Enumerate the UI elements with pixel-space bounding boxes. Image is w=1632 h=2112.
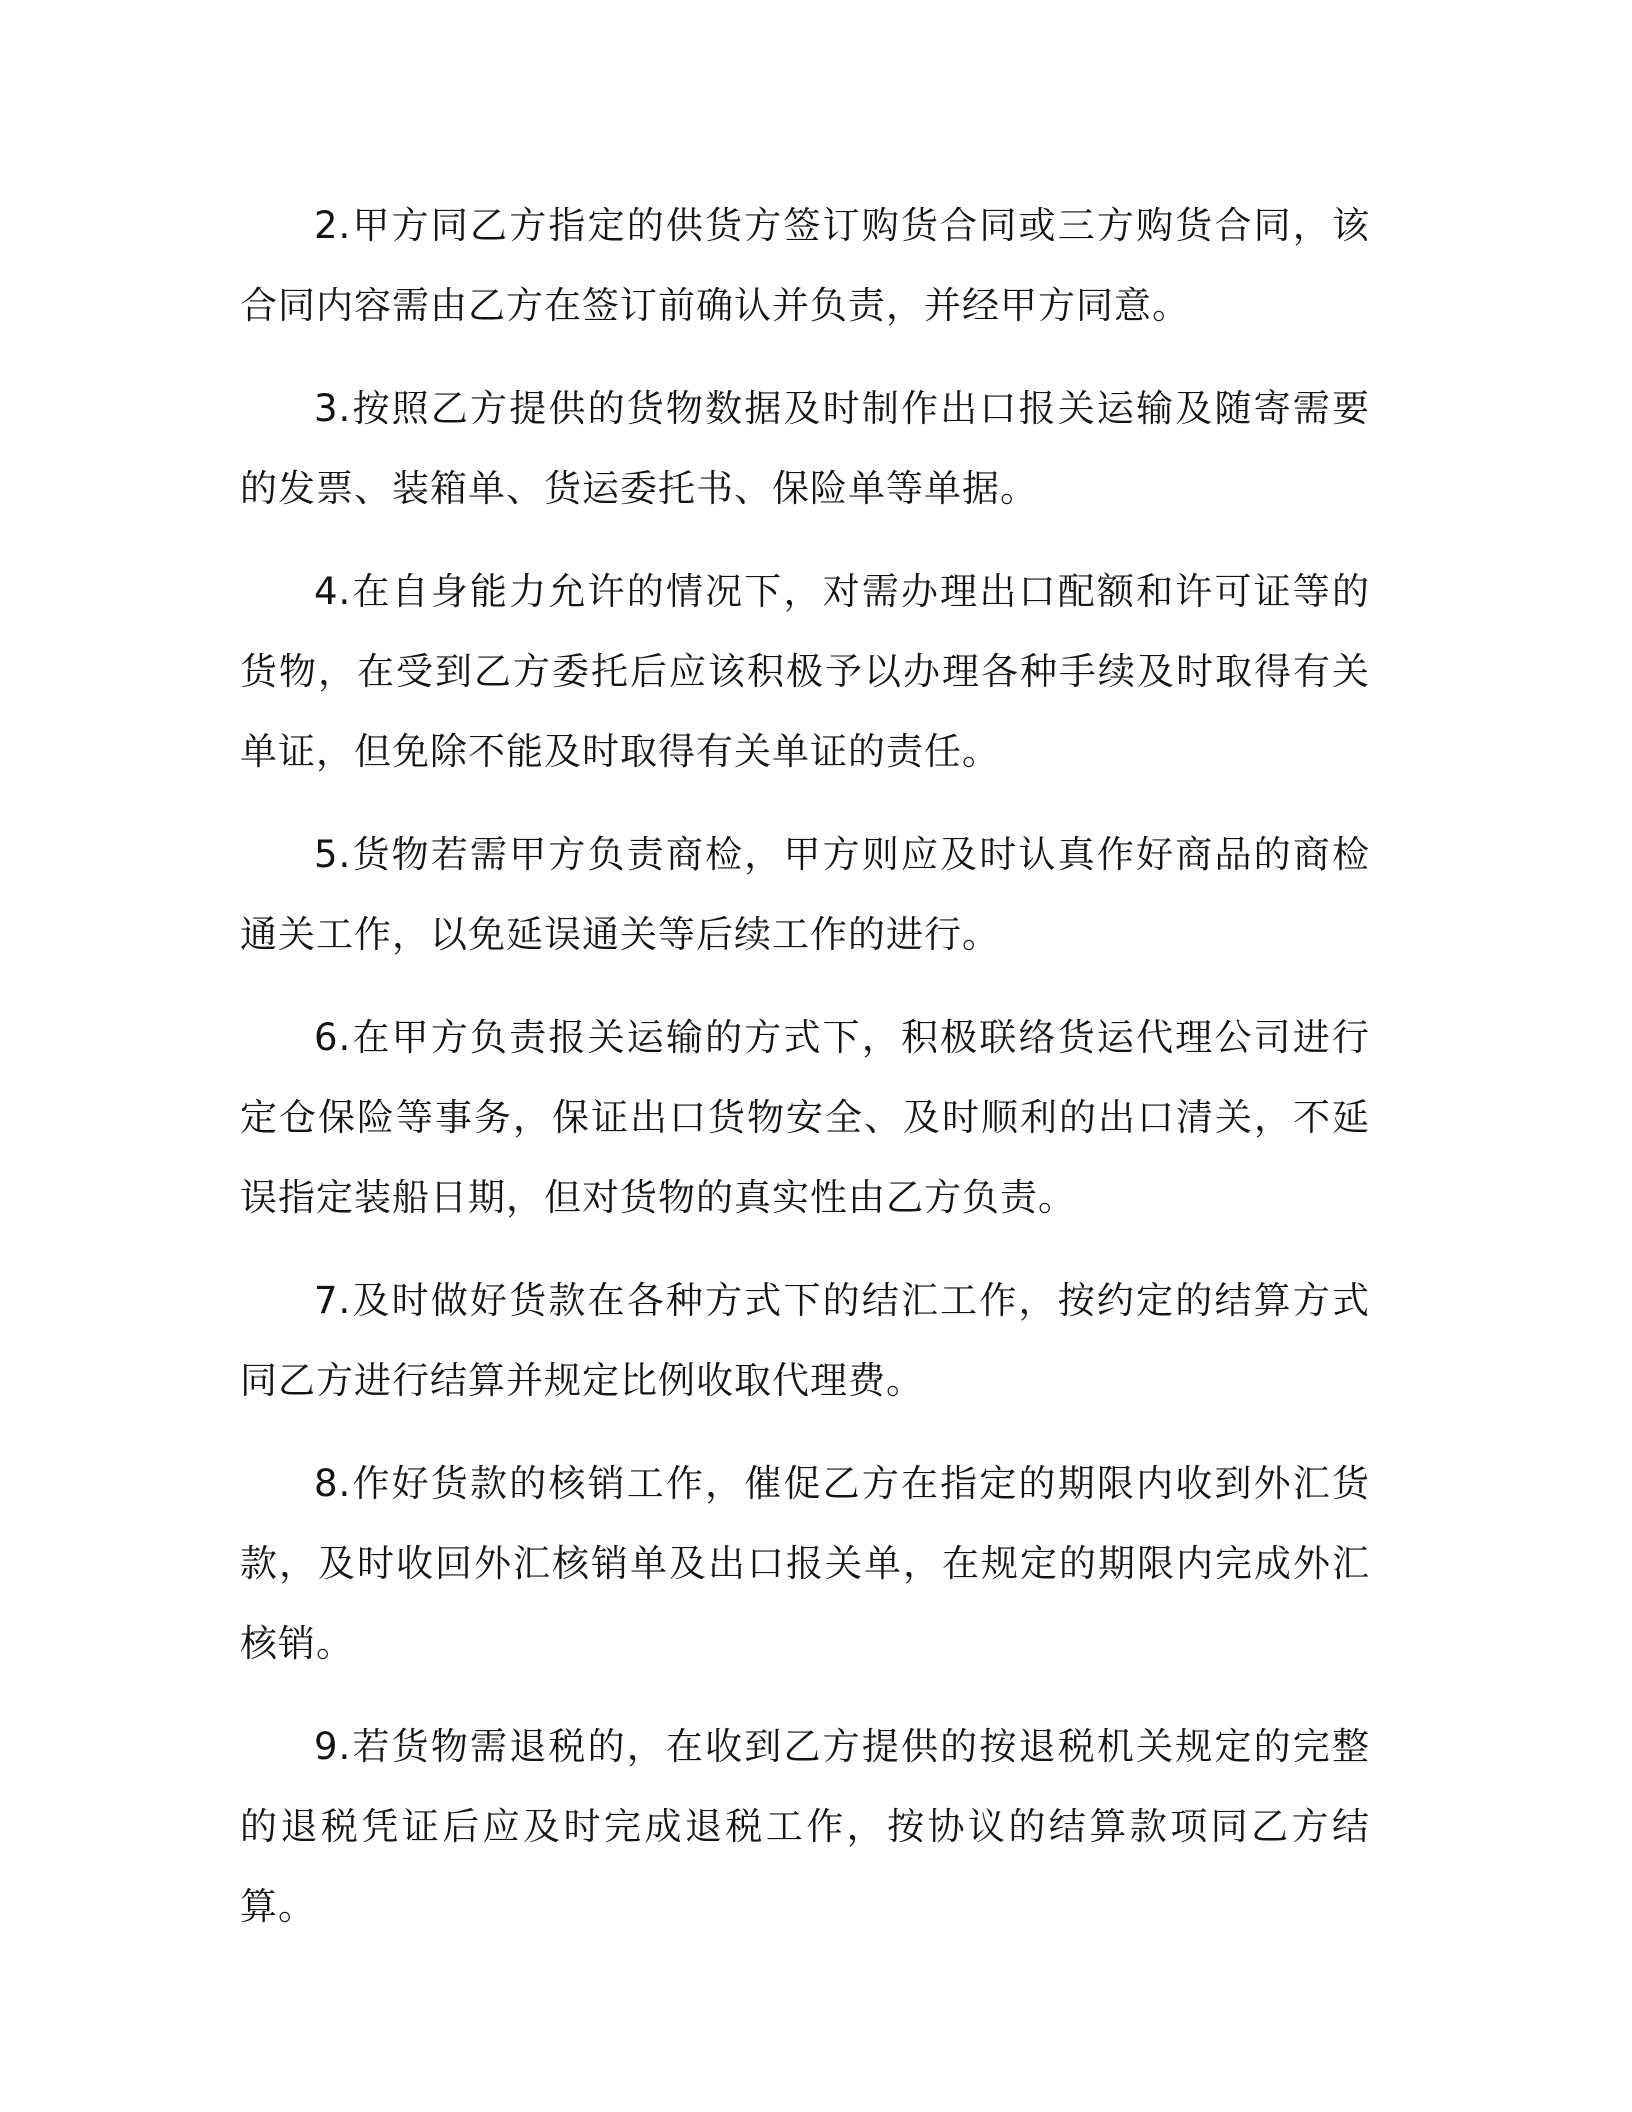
- clause-4: 4.在自身能力允许的情况下，对需办理出口配额和许可证等的货物，在受到乙方委托后应该积极予以办理各种手续及时取得有关单证，但免除不能及时取得有关单证的责任。: [240, 570, 1370, 773]
- clause-9: 9.若货物需退税的，在收到乙方提供的按退税机关规定的完整的退税凭证后应及时完成退税工作，按协议的结算款项同乙方结算。: [240, 1725, 1370, 1928]
- clause-6: 6.在甲方负责报关运输的方式下，积极联络货运代理公司进行定仓保险等事务，保证出口货物安全、及时顺利的出口清关，不延误指定装船日期，但对货物的真实性由乙方负责。: [240, 1016, 1370, 1219]
- clause-7: 7.及时做好货款在各种方式下的结汇工作，按约定的结算方式同乙方进行结算并规定比例收取代理费。: [240, 1279, 1370, 1402]
- clause-8: 8.作好货款的核销工作，催促乙方在指定的期限内收到外汇货款，及时收回外汇核销单及出口报关单，在规定的期限内完成外汇核销。: [240, 1462, 1370, 1665]
- clause-3: 3.按照乙方提供的货物数据及时制作出口报关运输及随寄需要的发票、装箱单、货运委托书、保险单等单据。: [240, 387, 1370, 510]
- clause-list: [240, 186, 1370, 1970]
- clause-5: 5.货物若需甲方负责商检，甲方则应及时认真作好商品的商检通关工作，以免延误通关等后续工作的进行。: [240, 833, 1370, 956]
- clause-2: 2.甲方同乙方指定的供货方签订购货合同或三方购货合同，该合同内容需由乙方在签订前确认并负责，并经甲方同意。: [240, 204, 1370, 327]
